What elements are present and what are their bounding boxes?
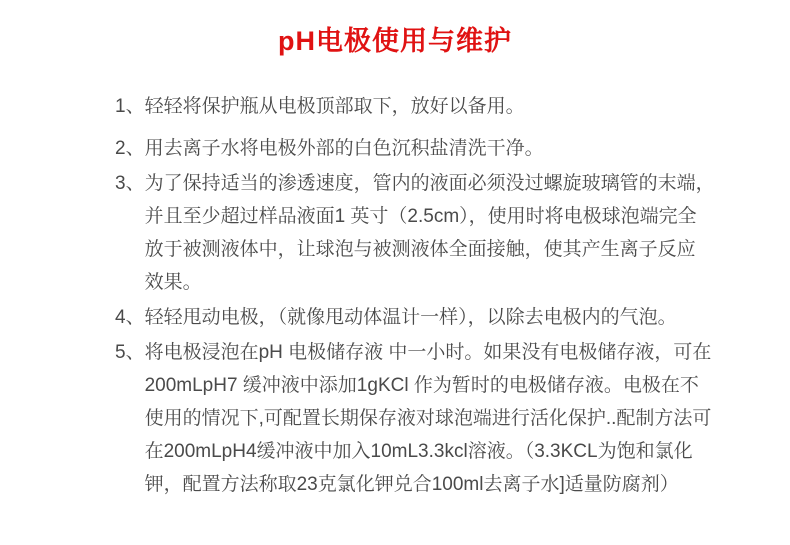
list-item-5 [115,336,730,501]
item-line: 用去离子水将电极外部的白色沉积盐清洗干净。 [144,138,544,159]
item-text [145,90,525,123]
item-text [145,132,544,165]
item-line: 在200mLpH4缓冲液中加入10mL3.3kcl溶液。（3.3KCL为饱和氯化 [144,441,693,462]
item-line: 效果。 [144,272,202,293]
item-line: 放于被测液体中，让球泡与被测液体全面接触，使其产生离子反应 [144,239,696,260]
item-line: 轻轻甩动电极，（就像甩动体温计一样），以除去电极内的气泡。 [144,307,677,328]
item-number: 5、 [115,342,145,363]
item-line: 钾，配置方法称取23克氯化钾兑合100ml去离子水]适量防腐剂） [144,474,679,495]
item-number: 2、 [115,138,145,159]
list-item-4 [115,301,730,334]
item-line: 轻轻将保护瓶从电极顶部取下，放好以备用。 [144,96,525,117]
item-line: 并且至少超过样品液面1 英寸（2.5cm），使用时将电极球泡端完全 [144,206,697,227]
page-title: pH电极使用与维护 [278,26,512,56]
item-number: 4、 [115,307,145,328]
list-item-2 [115,132,730,165]
item-line: 将电极浸泡在pH 电极储存液 中一小时。如果没有电极储存液，可在 [144,342,712,363]
item-number: 3、 [115,173,145,194]
item-number: 1、 [115,96,145,117]
item-line: 为了保持适当的渗透速度，管内的液面必须没过螺旋玻璃管的末端， [144,173,715,194]
list-item-3 [115,167,730,299]
item-line: 使用的情况下,可配置长期保存液对球泡端进行活化保护..配制方法可 [144,408,712,429]
item-text [145,167,715,299]
item-line: 200mLpH7 缓冲液中添加1gKCl 作为暂时的电极储存液。电极在不 [144,375,699,396]
item-text [145,336,712,501]
item-text [145,301,677,334]
list-item-1 [115,90,730,123]
instruction-list [0,90,790,501]
